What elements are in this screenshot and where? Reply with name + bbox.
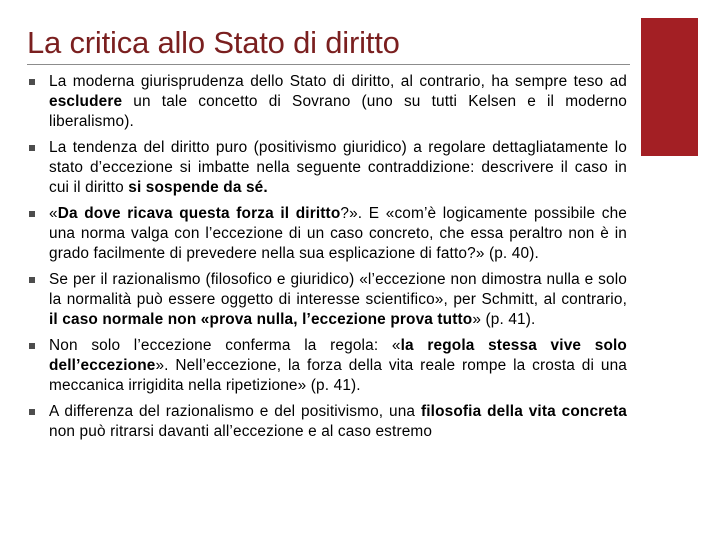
bullet-text: Non solo l’eccezione conferma la regola: « xyxy=(49,337,401,354)
square-bullet-icon xyxy=(28,402,38,422)
slide-title: La critica allo Stato di diritto xyxy=(27,25,400,60)
accent-bar xyxy=(641,18,698,156)
bullet-item-4 xyxy=(27,270,627,330)
square-bullet-icon xyxy=(28,138,38,158)
bullet-text: « xyxy=(49,205,58,222)
bullet-emphasis: escludere xyxy=(49,93,123,110)
bullet-emphasis: filosofia della vita concreta xyxy=(420,403,627,420)
bullet-item-3 xyxy=(27,204,627,264)
bullet-emphasis: Da dove ricava questa forza il diritto xyxy=(57,205,341,222)
bullet-text: ?». E «com’è logicamente possibile che una norma valga con l’eccezione di un caso concreto, che essa peraltro non è in grado facilmente di prevedere nella sua esplicazione di fatto?» (p. 40). xyxy=(49,205,628,262)
bullet-item-1 xyxy=(27,72,627,132)
bullet-text: un tale concetto di Sovrano (uno su tutti Kelsen e il moderno liberalismo). xyxy=(49,93,627,130)
bullet-text: La moderna giurisprudenza dello Stato di diritto, al contrario, ha sempre teso ad xyxy=(49,73,627,90)
bullet-text: non può ritrarsi davanti all’eccezione e al caso estremo xyxy=(49,423,433,440)
bullet-emphasis: il caso normale non «prova nulla, l’eccezione prova tutto xyxy=(49,311,473,328)
square-bullet-icon xyxy=(28,72,38,92)
bullet-text: ». Nell’eccezione, la forza della vita reale rompe la crosta di una meccanica irrigidita nella ripetizione» (p. 41). xyxy=(49,357,627,394)
bullet-item-5 xyxy=(27,336,627,396)
bullet-text: A differenza del razionalismo e del positivismo, una xyxy=(49,403,421,420)
bullet-list xyxy=(27,72,627,448)
title-divider xyxy=(27,64,630,65)
bullet-emphasis: la regola stessa vive solo dell’eccezione xyxy=(49,337,627,374)
square-bullet-icon xyxy=(28,204,38,224)
bullet-emphasis: si sospende da sé. xyxy=(128,179,268,196)
square-bullet-icon xyxy=(28,270,38,290)
bullet-text: La tendenza del diritto puro (positivismo giuridico) a regolare dettagliatamente lo stato d’eccezione si imbatte nella seguente contraddizione: descrivere il caso in cui il diritto xyxy=(49,139,627,196)
bullet-text: Se per il razionalismo (filosofico e giuridico) «l’eccezione non dimostra nulla e solo la normalità può essere oggetto di interesse scientifico», per Schmitt, al contrario, xyxy=(49,271,627,308)
bullet-item-6 xyxy=(27,402,627,442)
bullet-item-2 xyxy=(27,138,627,198)
square-bullet-icon xyxy=(28,336,38,356)
bullet-text: » (p. 41). xyxy=(472,311,536,328)
